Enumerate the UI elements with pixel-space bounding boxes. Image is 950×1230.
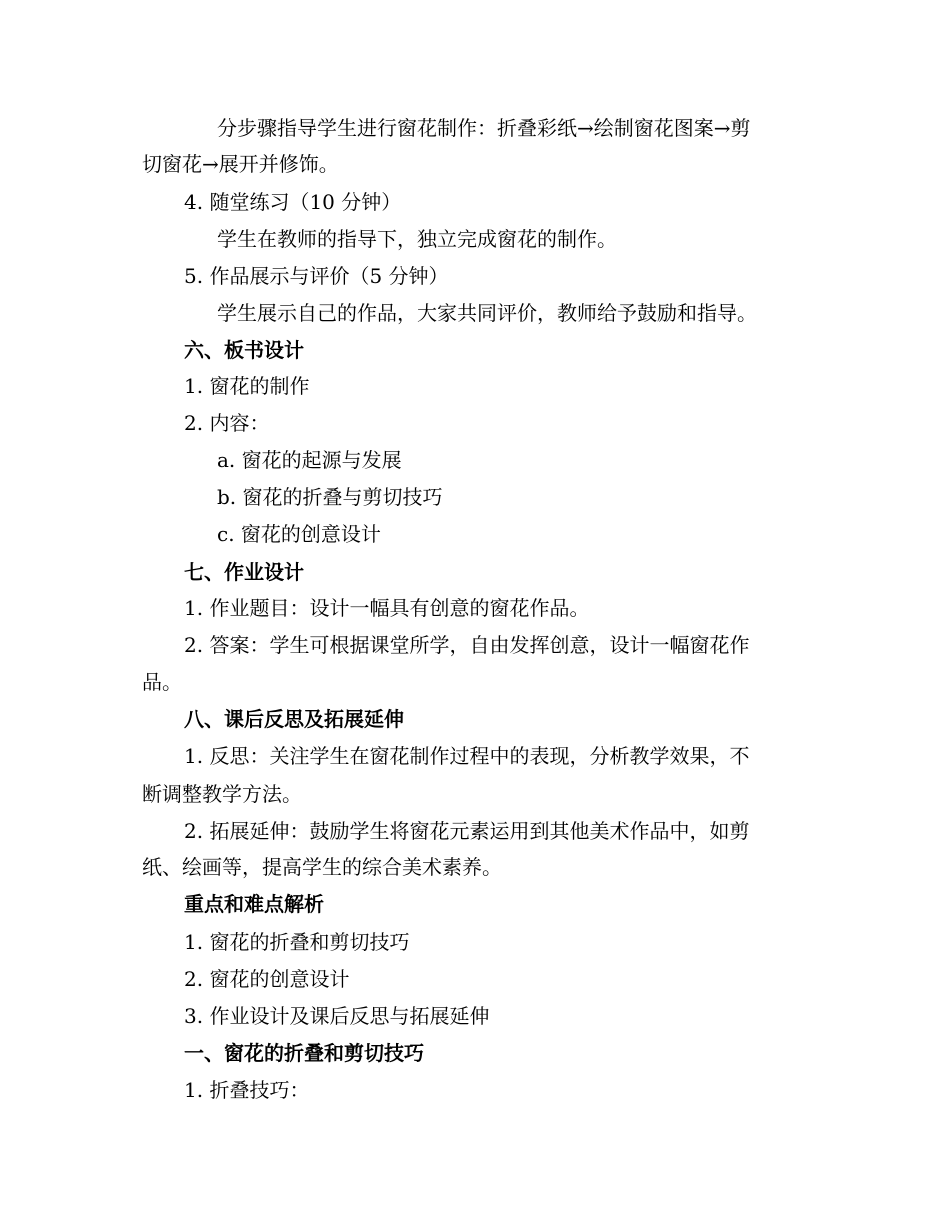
sub-list-item: a. 窗花的起源与发展 xyxy=(217,448,402,472)
section-heading: 六、板书设计 xyxy=(184,338,304,362)
list-letter: b. xyxy=(217,485,237,509)
list-item: 1. 折叠技巧： xyxy=(184,1078,310,1102)
list-item: 1. 反思：关注学生在窗花制作过程中的表现，分析教学效果，不 xyxy=(184,744,750,768)
section-heading: 一、窗花的折叠和剪切技巧 xyxy=(184,1041,424,1065)
paragraph-line: 学生在教师的指导下，独立完成窗花的制作。 xyxy=(217,227,617,251)
paragraph-line: 品。 xyxy=(142,670,182,694)
list-item: 2. 内容： xyxy=(184,411,270,435)
list-number: 2. xyxy=(184,633,204,657)
paragraph-line: 断调整教学方法。 xyxy=(142,782,302,806)
list-number: 1. xyxy=(184,374,204,398)
paragraph-line: 切窗花→展开并修饰。 xyxy=(142,152,339,176)
list-number: 3. xyxy=(184,1004,204,1028)
section-heading: 七、作业设计 xyxy=(184,560,304,584)
list-item: 1. 作业题目：设计一幅具有创意的窗花作品。 xyxy=(184,596,590,620)
list-number: 1. xyxy=(184,930,204,954)
list-number: 1. xyxy=(184,596,204,620)
list-number: 1. xyxy=(184,1078,204,1102)
list-number: 2. xyxy=(184,411,204,435)
list-item: 3. 作业设计及课后反思与拓展延伸 xyxy=(184,1004,490,1028)
list-letter: a. xyxy=(217,448,236,472)
section-heading: 八、课后反思及拓展延伸 xyxy=(184,707,404,731)
list-item: 2. 窗花的创意设计 xyxy=(184,967,350,991)
sub-list-item: c. 窗花的创意设计 xyxy=(217,522,381,546)
list-letter: c. xyxy=(217,522,235,546)
paragraph-line: 纸、绘画等，提高学生的综合美术素养。 xyxy=(142,855,502,879)
sub-list-item: b. 窗花的折叠与剪切技巧 xyxy=(217,485,443,509)
list-item: 4. 随堂练习（10 分钟） xyxy=(184,190,402,214)
list-number: 2. xyxy=(184,967,204,991)
list-item: 2. 答案：学生可根据课堂所学，自由发挥创意，设计一幅窗花作 xyxy=(184,633,750,657)
list-item: 1. 窗花的制作 xyxy=(184,374,310,398)
list-number: 5. xyxy=(184,264,204,288)
paragraph-line: 学生展示自己的作品，大家共同评价，教师给予鼓励和指导。 xyxy=(217,301,757,325)
list-number: 1. xyxy=(184,744,204,768)
list-item: 2. 拓展延伸：鼓励学生将窗花元素运用到其他美术作品中，如剪 xyxy=(184,819,750,843)
list-item: 1. 窗花的折叠和剪切技巧 xyxy=(184,930,410,954)
list-item: 5. 作品展示与评价（5 分钟） xyxy=(184,264,449,288)
paragraph-line: 分步骤指导学生进行窗花制作：折叠彩纸→绘制窗花图案→剪 xyxy=(217,116,751,140)
section-heading: 重点和难点解析 xyxy=(184,892,324,916)
list-number: 2. xyxy=(184,819,204,843)
list-number: 4. xyxy=(184,190,204,214)
